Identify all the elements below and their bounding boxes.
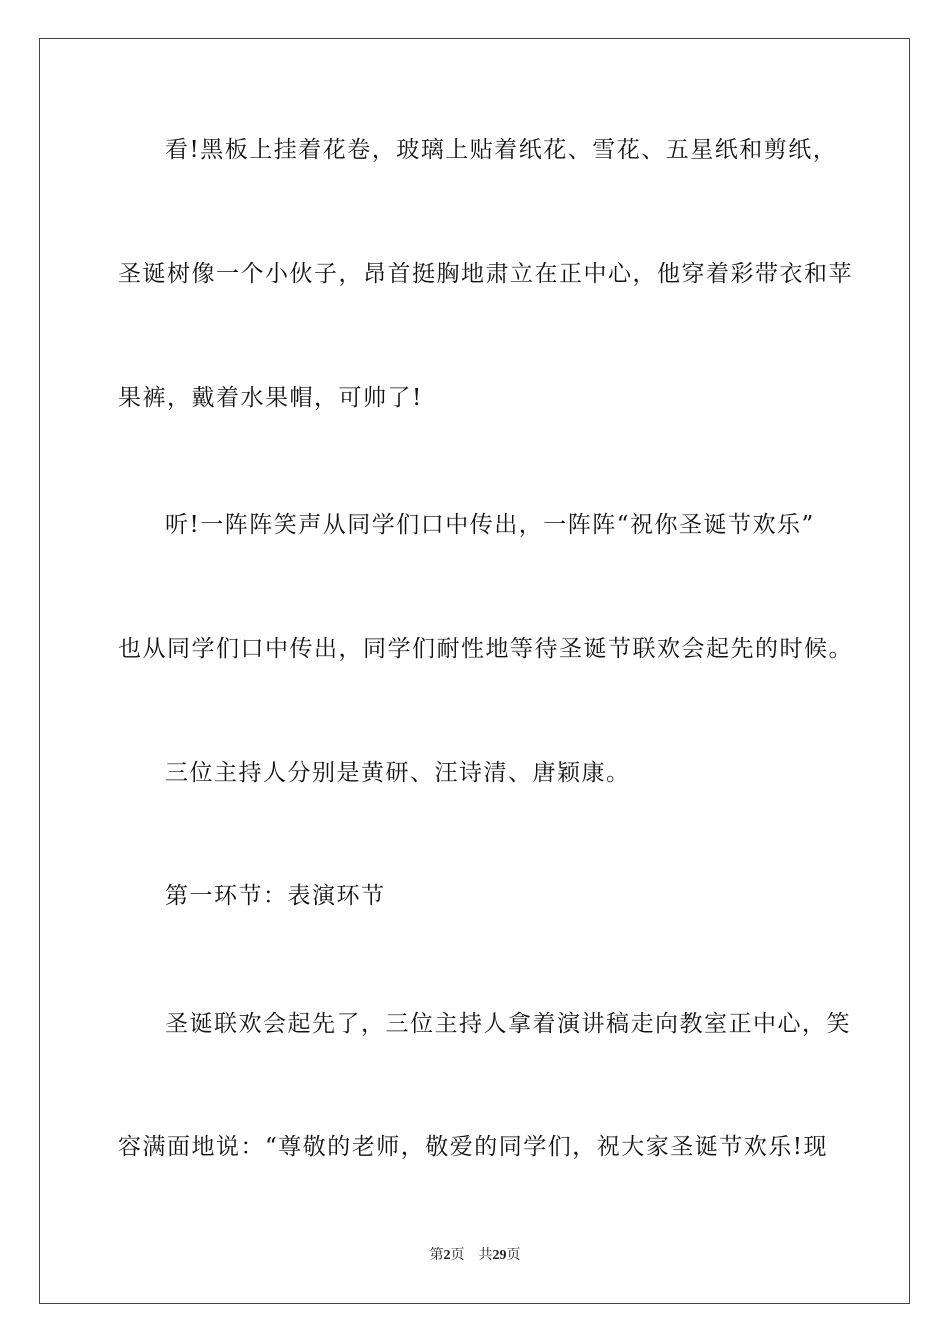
page-suffix: 页 (450, 1247, 465, 1263)
paragraph-line: 三位主持人分别是黄研、汪诗清、唐颖康。 (165, 760, 631, 786)
page-frame (39, 38, 910, 1304)
total-prefix: 共 (478, 1247, 493, 1263)
page-current: 2 (443, 1248, 451, 1263)
paragraph-line: 看!黑板上挂着花卷，玻璃上贴着纸花、雪花、五星纸和剪纸， (165, 137, 838, 163)
page-total: 29 (492, 1248, 507, 1263)
page-footer (0, 1245, 950, 1266)
section-heading: 第一环节：表演环节 (165, 883, 386, 909)
total-suffix: 页 (506, 1247, 521, 1263)
paragraph-line: 果裤，戴着水果帽，可帅了! (118, 385, 423, 411)
paragraph-line: 圣诞树像一个小伙子，昂首挺胸地肃立在正中心，他穿着彩带衣和苹 (118, 261, 853, 287)
paragraph-line: 也从同学们口中传出，同学们耐性地等待圣诞节联欢会起先的时候。 (118, 636, 853, 662)
page-prefix: 第 (429, 1247, 444, 1263)
paragraph-line: 容满面地说：“尊敬的老师，敬爱的同学们，祝大家圣诞节欢乐!现 (118, 1134, 829, 1160)
paragraph-line: 听!一阵阵笑声从同学们口中传出，一阵阵“祝你圣诞节欢乐” (165, 512, 815, 538)
paragraph-line: 圣诞联欢会起先了，三位主持人拿着演讲稿走向教室正中心，笑 (165, 1011, 851, 1037)
